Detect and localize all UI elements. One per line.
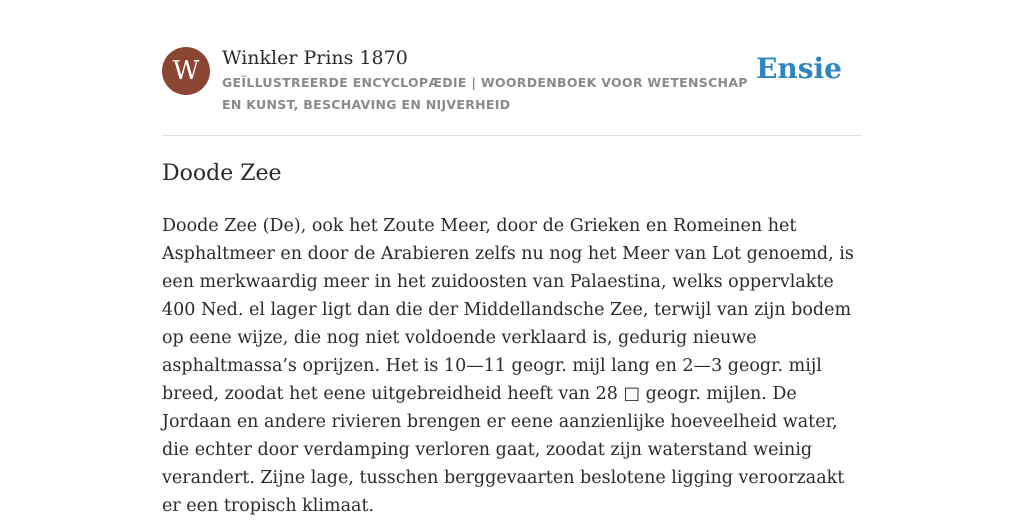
ensie-logo-link[interactable]: Ensie [756, 52, 842, 85]
source-avatar[interactable]: W [162, 47, 210, 95]
source-subtitle: GEÏLLUSTREERDE ENCYCLOPÆDIE | WOORDENBOEK VOOR WETENSCHAP EN KUNST, BESCHAVING EN NIJVERHEID [222, 75, 748, 112]
source-header [162, 46, 862, 136]
entry-body: Doode Zee (De), ook het Zoute Meer, door de Grieken en Romeinen het Asphaltmeer en door de Arabieren zelfs nu nog het Meer van Lot genoemd, is een merkwaardig meer in het zuidoosten van Palaestina, welks oppervlakte 400 Ned. el lager ligt dan die der Middellandsche Zee, terwijl van zijn bodem op eene wijze, die nog niet voldoende verklaard is, gedurig nieuwe asphaltmassa’s oprijzen. Het is 10—11 geogr. mijl lang en 2—3 geogr. mijl breed, zoodat het eene uitgebreidheid heeft van 28 □ geogr. mijlen. De Jordaan en andere rivieren brengen er eene aanzienlijke hoeveelheid water, die echter door verdamping verloren gaat, zoodat zijn waterstand weinig verandert. Zijne lage, tusschen berggevaarten beslotene ligging veroorzaakt er een tropisch klimaat. [162, 216, 854, 516]
entry-title: Doode Zee [162, 161, 282, 186]
source-title[interactable]: Winkler Prins 1870 [222, 47, 408, 69]
header-divider [162, 135, 862, 136]
